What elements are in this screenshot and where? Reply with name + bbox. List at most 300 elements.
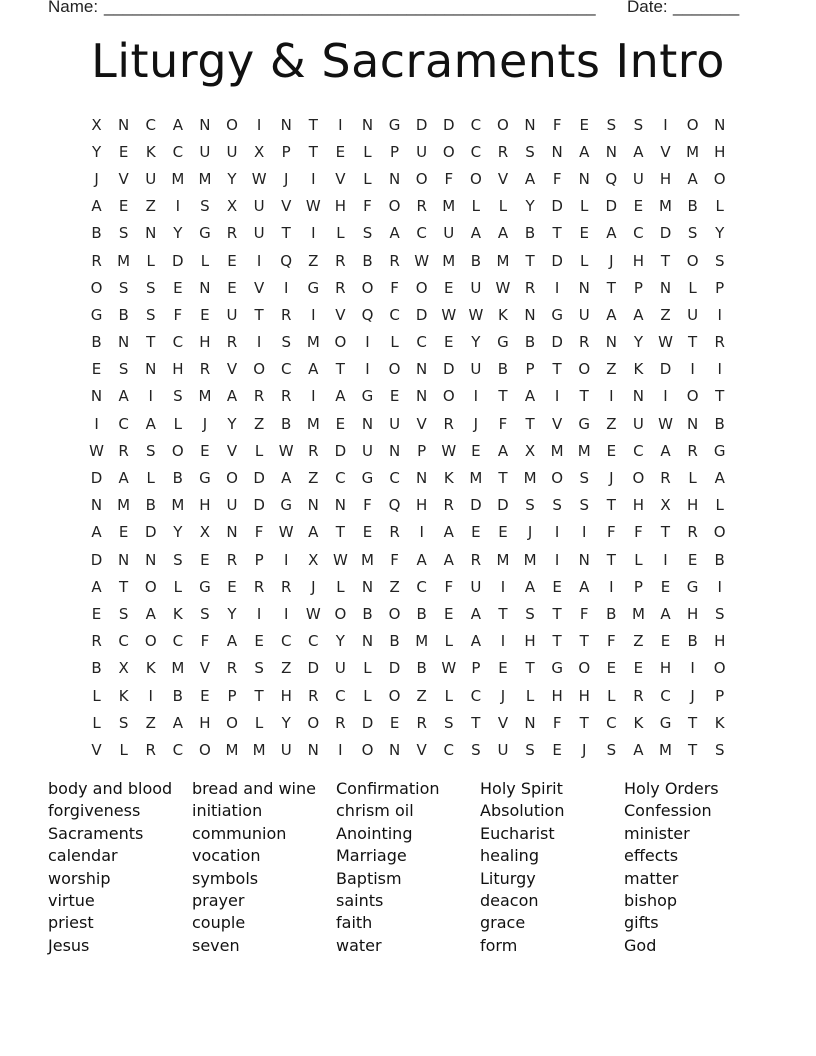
grid-row: [83, 220, 734, 247]
grid-letter: Y: [281, 713, 291, 732]
grid-letter: F: [552, 169, 562, 188]
grid-letter: T: [498, 604, 508, 623]
grid-letter: U: [470, 360, 482, 379]
grid-letter: T: [119, 577, 129, 596]
grid-letter: O: [686, 387, 699, 406]
word-bank-item: matter: [624, 868, 679, 888]
grid-letter: F: [390, 550, 399, 569]
grid-row: [83, 464, 734, 491]
grid-letter: H: [199, 496, 211, 515]
grid-letter: E: [118, 523, 129, 542]
grid-letter: I: [663, 115, 668, 134]
grid-letter: H: [686, 496, 699, 515]
grid-letter: J: [609, 251, 614, 270]
grid-letter: N: [578, 550, 590, 569]
word-bank-item: bread and wine: [192, 779, 316, 798]
word-bank-item: effects: [624, 846, 679, 866]
grid-letter: L: [580, 197, 589, 216]
grid-letter: A: [470, 632, 481, 651]
grid-letter: A: [172, 713, 183, 732]
grid-letter: A: [281, 469, 292, 488]
word-bank-item: Jesus: [48, 935, 90, 955]
grid-letter: D: [415, 115, 428, 134]
grid-letter: R: [226, 550, 238, 569]
grid-letter: C: [470, 115, 482, 134]
grid-letter: A: [308, 523, 319, 542]
grid-letter: R: [524, 278, 536, 297]
grid-letter: L: [92, 686, 101, 705]
grid-letter: R: [226, 659, 238, 678]
grid-letter: D: [334, 441, 347, 460]
grid-letter: S: [145, 278, 156, 297]
word-column: [336, 778, 480, 957]
grid-letter: S: [118, 604, 129, 623]
grid-letter: I: [554, 523, 560, 542]
grid-letter: O: [632, 469, 645, 488]
word-bank-item: Holy Orders: [624, 779, 719, 798]
grid-letter: C: [606, 713, 617, 732]
grid-letter: S: [714, 251, 725, 270]
grid-letter: I: [582, 523, 587, 542]
grid-letter: C: [470, 686, 482, 705]
grid-letter: A: [606, 305, 617, 324]
name-blank: ____________________________________________________: [104, 0, 596, 16]
grid-letter: N: [551, 142, 563, 161]
grid-letter: S: [281, 333, 291, 352]
grid-letter: Y: [227, 604, 237, 623]
grid-letter: D: [388, 659, 401, 678]
grid-letter: J: [311, 577, 316, 596]
grid-letter: E: [200, 305, 210, 324]
grid-letter: M: [225, 740, 239, 759]
grid-letter: E: [362, 523, 373, 542]
grid-letter: P: [633, 278, 643, 297]
grid-letter: E: [552, 577, 562, 596]
grid-letter: O: [388, 686, 401, 705]
grid-letter: S: [687, 224, 698, 243]
grid-letter: F: [552, 115, 562, 134]
grid-letter: T: [525, 659, 535, 678]
grid-letter: S: [118, 224, 129, 243]
word-bank-item: Eucharist: [480, 823, 555, 843]
grid-letter: J: [283, 169, 289, 188]
grid-letter: L: [336, 224, 345, 243]
grid-letter: B: [416, 659, 427, 678]
grid-letter: K: [498, 305, 508, 324]
grid-letter: O: [551, 469, 564, 488]
grid-letter: J: [500, 686, 506, 705]
grid-letter: N: [361, 577, 374, 596]
grid-letter: B: [524, 333, 536, 352]
grid-letter: U: [253, 197, 265, 216]
grid-letter: N: [145, 224, 157, 243]
grid-letter: A: [335, 387, 346, 406]
grid-letter: F: [444, 577, 454, 596]
grid-letter: G: [361, 387, 374, 406]
grid-letter: L: [471, 197, 481, 216]
grid-letter: S: [200, 604, 210, 623]
grid-letter: N: [416, 360, 428, 379]
grid-letter: A: [443, 523, 454, 542]
grid-letter: F: [607, 523, 616, 542]
grid-letter: O: [388, 360, 401, 379]
grid-letter: N: [632, 387, 645, 406]
grid-letter: V: [335, 169, 346, 188]
grid-letter: G: [388, 115, 401, 134]
grid-letter: T: [552, 224, 562, 243]
grid-letter: I: [148, 387, 153, 406]
grid-letter: T: [688, 713, 698, 732]
grid-letter: D: [90, 469, 103, 488]
grid-letter: R: [308, 441, 319, 460]
grid-letter: I: [419, 523, 424, 542]
grid-letter: A: [470, 604, 481, 623]
grid-letter: D: [172, 251, 184, 270]
grid-letter: E: [444, 333, 454, 352]
grid-letter: U: [280, 740, 292, 759]
grid-letter: N: [686, 414, 699, 433]
grid-letter: J: [473, 414, 479, 433]
grid-letter: Z: [660, 305, 671, 324]
grid-letter: M: [171, 169, 185, 188]
word-bank-item: couple: [192, 913, 246, 933]
grid-letter: M: [117, 496, 131, 515]
grid-letter: D: [144, 523, 157, 542]
grid-row: [83, 519, 734, 546]
grid-letter: L: [119, 740, 128, 759]
grid-letter: V: [281, 197, 292, 216]
grid-letter: E: [444, 604, 454, 623]
grid-letter: C: [172, 142, 184, 161]
grid-letter: T: [606, 550, 616, 569]
grid-letter: T: [606, 278, 616, 297]
grid-letter: R: [335, 251, 346, 270]
grid-letter: O: [713, 523, 726, 542]
grid-letter: J: [609, 469, 614, 488]
grid-letter: O: [497, 115, 509, 134]
grid-letter: I: [717, 305, 722, 324]
grid-letter: I: [256, 604, 262, 623]
grid-letter: D: [90, 550, 103, 569]
grid-letter: A: [714, 469, 725, 488]
grid-letter: E: [118, 197, 129, 216]
grid-letter: N: [361, 115, 374, 134]
grid-letter: R: [226, 333, 238, 352]
grid-letter: X: [226, 197, 238, 216]
grid-letter: M: [442, 197, 456, 216]
grid-letter: T: [525, 414, 535, 433]
grid-letter: E: [200, 441, 210, 460]
grid-letter: C: [118, 414, 129, 433]
grid-letter: G: [280, 496, 293, 515]
grid-letter: M: [442, 251, 456, 270]
grid-letter: D: [659, 360, 672, 379]
grid-letter: L: [173, 577, 182, 596]
grid-letter: G: [578, 414, 591, 433]
grid-letter: I: [663, 387, 668, 406]
grid-letter: T: [335, 360, 345, 379]
grid-letter: Y: [335, 632, 345, 651]
grid-letter: N: [307, 740, 319, 759]
grid-letter: R: [308, 686, 319, 705]
grid-letter: I: [365, 333, 370, 352]
grid-letter: T: [254, 305, 264, 324]
grid-letter: R: [335, 278, 346, 297]
grid-letter: Q: [280, 251, 293, 270]
grid-row: [83, 410, 734, 437]
grid-letter: F: [444, 169, 454, 188]
grid-letter: F: [579, 604, 589, 623]
grid-letter: E: [91, 604, 102, 623]
grid-letter: B: [118, 305, 129, 324]
grid-letter: S: [579, 496, 589, 515]
grid-letter: W: [251, 169, 267, 188]
grid-letter: R: [687, 441, 698, 460]
grid-letter: I: [148, 686, 153, 705]
grid-letter: B: [416, 604, 427, 623]
grid-letter: F: [173, 305, 183, 324]
grid-letter: M: [659, 740, 672, 759]
grid-letter: V: [118, 169, 129, 188]
grid-letter: K: [633, 360, 644, 379]
grid-letter: T: [660, 523, 671, 542]
grid-letter: S: [173, 387, 183, 406]
grid-letter: B: [687, 632, 698, 651]
grid-letter: L: [390, 333, 399, 352]
grid-letter: O: [388, 604, 401, 623]
grid-letter: T: [606, 496, 616, 515]
grid-letter: I: [500, 577, 506, 596]
grid-letter: W: [89, 441, 104, 460]
grid-letter: L: [363, 169, 372, 188]
grid-letter: A: [579, 577, 590, 596]
grid-letter: H: [334, 197, 347, 216]
grid-row: [83, 193, 734, 220]
grid-letter: T: [498, 387, 508, 406]
grid-letter: K: [633, 713, 644, 732]
grid-letter: V: [416, 740, 427, 759]
grid-letter: C: [335, 469, 346, 488]
grid-row: [83, 709, 734, 736]
grid-letter: C: [145, 115, 156, 134]
grid-letter: O: [199, 740, 211, 759]
grid-letter: U: [687, 305, 699, 324]
grid-letter: Y: [173, 224, 183, 243]
grid-letter: M: [659, 197, 672, 216]
grid-letter: A: [633, 740, 644, 759]
grid-letter: R: [280, 305, 292, 324]
grid-letter: R: [91, 632, 102, 651]
grid-letter: R: [253, 387, 265, 406]
grid-letter: T: [335, 523, 345, 542]
grid-letter: B: [714, 550, 725, 569]
grid-letter: B: [172, 469, 183, 488]
grid-letter: E: [687, 550, 698, 569]
grid-letter: M: [117, 251, 131, 270]
grid-letter: S: [118, 278, 129, 297]
grid-letter: R: [253, 577, 265, 596]
grid-letter: P: [715, 686, 725, 705]
grid-letter: G: [361, 469, 374, 488]
grid-letter: J: [582, 740, 587, 759]
grid-letter: T: [579, 632, 589, 651]
grid-letter: R: [389, 251, 400, 270]
word-bank-item: Sacraments: [48, 823, 144, 843]
grid-letter: T: [552, 360, 562, 379]
grid-letter: K: [145, 659, 156, 678]
word-bank-item: bishop: [624, 890, 678, 910]
grid-letter: B: [687, 197, 698, 216]
grid-letter: T: [552, 632, 562, 651]
grid-letter: A: [416, 550, 427, 569]
grid-letter: W: [658, 333, 673, 352]
grid-row: [83, 600, 734, 627]
grid-letter: U: [632, 414, 644, 433]
grid-letter: K: [443, 469, 454, 488]
grid-letter: A: [524, 169, 536, 188]
grid-letter: A: [524, 577, 536, 596]
grid-letter: S: [145, 305, 156, 324]
word-bank-item: God: [624, 935, 657, 955]
grid-letter: L: [254, 441, 264, 460]
grid-letter: L: [254, 713, 264, 732]
grid-letter: D: [307, 659, 320, 678]
grid-letter: F: [498, 414, 508, 433]
grid-letter: L: [715, 496, 724, 515]
word-search-grid: [83, 111, 734, 764]
grid-letter: L: [498, 197, 508, 216]
grid-letter: A: [470, 224, 481, 243]
grid-letter: B: [524, 224, 536, 243]
grid-letter: E: [633, 197, 644, 216]
grid-letter: R: [416, 197, 427, 216]
grid-letter: U: [145, 169, 157, 188]
grid-letter: F: [363, 197, 372, 216]
grid-letter: M: [252, 740, 266, 759]
grid-letter: U: [443, 224, 455, 243]
grid-letter: W: [441, 305, 457, 324]
grid-letter: X: [308, 550, 319, 569]
grid-letter: B: [91, 333, 102, 352]
grid-letter: B: [91, 224, 102, 243]
grid-letter: T: [308, 115, 318, 134]
grid-letter: N: [90, 387, 103, 406]
grid-letter: N: [226, 523, 238, 542]
grid-letter: D: [361, 713, 374, 732]
grid-letter: B: [172, 686, 183, 705]
word-bank-item: deacon: [480, 890, 539, 910]
grid-letter: M: [171, 659, 185, 678]
grid-letter: H: [659, 659, 672, 678]
grid-letter: I: [283, 278, 289, 297]
grid-letter: N: [199, 115, 211, 134]
grid-letter: Y: [525, 197, 535, 216]
grid-letter: A: [687, 169, 698, 188]
grid-letter: Z: [606, 360, 617, 379]
grid-letter: R: [633, 686, 644, 705]
grid-letter: U: [470, 577, 482, 596]
grid-letter: Z: [145, 197, 156, 216]
grid-letter: Z: [389, 577, 400, 596]
grid-letter: S: [606, 740, 617, 759]
grid-letter: L: [363, 659, 372, 678]
grid-letter: F: [390, 278, 399, 297]
grid-row: [83, 383, 734, 410]
grid-letter: V: [226, 441, 238, 460]
grid-letter: K: [118, 686, 129, 705]
grid-letter: S: [362, 224, 373, 243]
grid-letter: A: [497, 441, 509, 460]
grid-letter: T: [146, 333, 156, 352]
grid-letter: T: [688, 740, 698, 759]
grid-letter: V: [552, 414, 563, 433]
grid-letter: R: [416, 713, 427, 732]
grid-letter: H: [551, 686, 563, 705]
grid-letter: A: [226, 632, 238, 651]
grid-letter: E: [471, 523, 481, 542]
grid-letter: A: [389, 224, 400, 243]
grid-letter: Z: [253, 414, 265, 433]
grid-letter: T: [579, 713, 589, 732]
grid-row: [83, 301, 734, 328]
grid-letter: C: [280, 632, 292, 651]
grid-letter: C: [335, 686, 346, 705]
grid-letter: C: [280, 360, 292, 379]
grid-letter: S: [471, 740, 481, 759]
grid-letter: G: [199, 577, 211, 596]
grid-letter: R: [497, 142, 509, 161]
grid-letter: P: [471, 659, 481, 678]
grid-letter: U: [578, 305, 590, 324]
grid-row: [83, 274, 734, 301]
grid-letter: A: [660, 441, 671, 460]
grid-letter: N: [307, 496, 319, 515]
grid-letter: C: [416, 577, 427, 596]
grid-letter: I: [256, 115, 262, 134]
grid-letter: O: [415, 278, 428, 297]
grid-letter: Y: [471, 333, 481, 352]
grid-letter: E: [389, 713, 400, 732]
grid-letter: X: [524, 441, 536, 460]
word-bank-item: faith: [336, 913, 373, 933]
grid-letter: O: [144, 632, 157, 651]
grid-letter: Y: [227, 169, 237, 188]
grid-letter: U: [199, 142, 211, 161]
grid-letter: I: [338, 115, 343, 134]
grid-letter: P: [227, 686, 237, 705]
grid-letter: I: [338, 740, 343, 759]
grid-letter: Q: [361, 305, 374, 324]
grid-letter: H: [714, 142, 726, 161]
grid-letter: G: [713, 441, 726, 460]
grid-letter: U: [632, 169, 644, 188]
grid-letter: V: [335, 305, 346, 324]
grid-letter: G: [659, 713, 672, 732]
grid-letter: C: [633, 224, 644, 243]
grid-letter: O: [578, 360, 591, 379]
word-bank-item: worship: [48, 868, 111, 888]
grid-letter: S: [118, 713, 129, 732]
grid-letter: I: [175, 197, 181, 216]
grid-letter: H: [578, 686, 590, 705]
grid-letter: U: [334, 659, 346, 678]
grid-letter: S: [579, 469, 589, 488]
grid-letter: U: [497, 740, 509, 759]
grid-row: [83, 329, 734, 356]
grid-letter: B: [362, 604, 373, 623]
grid-letter: R: [389, 523, 400, 542]
grid-letter: R: [714, 333, 725, 352]
